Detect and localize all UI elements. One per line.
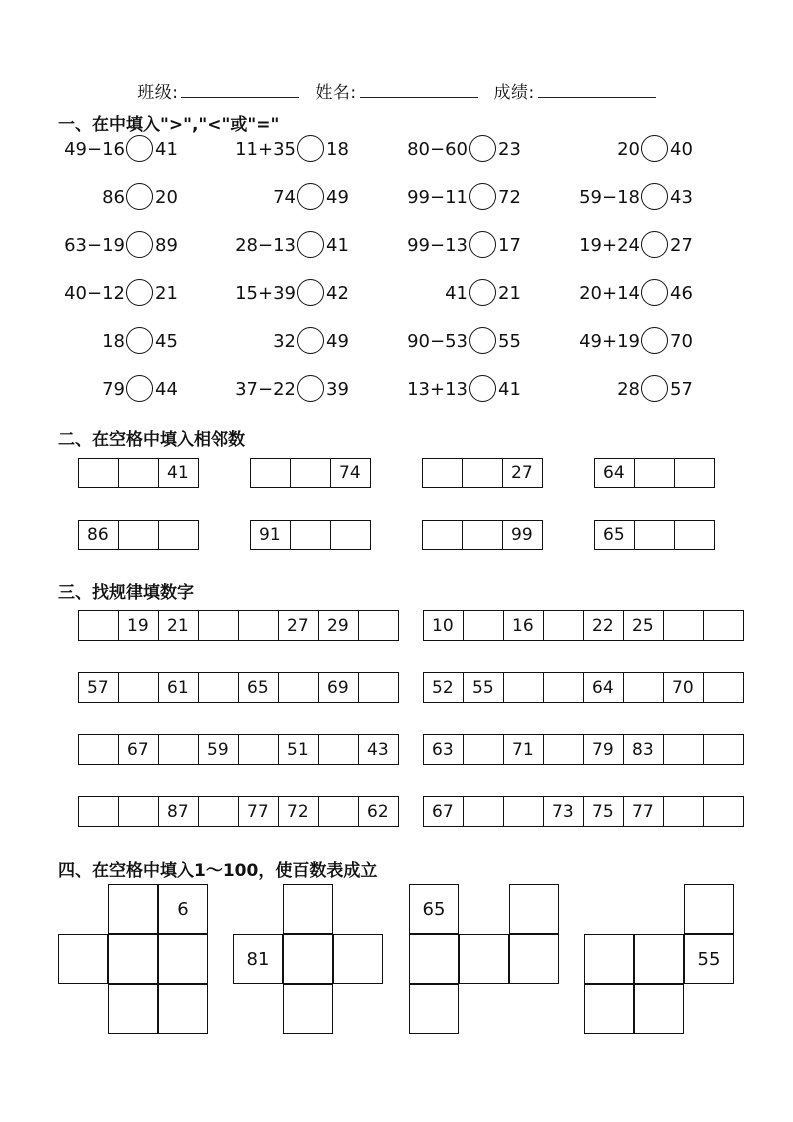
compare-circle[interactable] <box>641 375 668 402</box>
compare-left: 13+13 <box>407 379 468 400</box>
compare-left: 99−13 <box>407 235 468 256</box>
compare-left: 20+14 <box>579 283 640 304</box>
compare-left: 80−60 <box>407 139 468 160</box>
compare-right: 72 <box>498 187 521 208</box>
answer-cell[interactable] <box>503 672 544 703</box>
score-blank[interactable] <box>538 83 656 98</box>
compare-left: 15+39 <box>235 283 296 304</box>
pattern-row <box>423 610 744 641</box>
grid-cell[interactable] <box>58 934 108 984</box>
pattern-row <box>423 796 744 827</box>
compare-item <box>0 183 793 213</box>
compare-item <box>0 279 793 309</box>
compare-circle[interactable] <box>641 231 668 258</box>
score-field: 成绩: <box>494 78 656 103</box>
compare-left: 28 <box>617 379 640 400</box>
answer-cell[interactable] <box>198 610 239 641</box>
section1-title: 一、在中填入">","<"或"=" <box>58 115 280 135</box>
compare-left: 86 <box>102 187 125 208</box>
given-number: 59 <box>198 734 239 765</box>
answer-cell[interactable] <box>674 520 715 550</box>
given-number: 77 <box>623 796 664 827</box>
given-number: 64 <box>583 672 624 703</box>
grid-cell[interactable] <box>283 984 333 1034</box>
given-number: 77 <box>238 796 279 827</box>
given-number: 73 <box>543 796 584 827</box>
compare-right: 44 <box>155 379 178 400</box>
answer-cell[interactable] <box>118 672 159 703</box>
neighbor-group <box>594 520 715 550</box>
compare-right: 17 <box>498 235 521 256</box>
answer-cell[interactable] <box>634 458 675 488</box>
answer-cell[interactable] <box>358 610 399 641</box>
given-number: 65 <box>238 672 279 703</box>
compare-left: 37−22 <box>235 379 296 400</box>
given-number: 65 <box>594 520 635 550</box>
compare-right: 49 <box>326 331 349 352</box>
given-number: 74 <box>330 458 371 488</box>
compare-left: 11+35 <box>235 139 296 160</box>
given-number: 57 <box>78 672 119 703</box>
compare-item <box>0 231 793 261</box>
compare-left: 79 <box>102 379 125 400</box>
given-number: 99 <box>502 520 543 550</box>
answer-cell[interactable] <box>543 734 584 765</box>
answer-cell[interactable] <box>623 672 664 703</box>
grid-cell[interactable] <box>158 984 208 1034</box>
given-number: 67 <box>118 734 159 765</box>
compare-circle[interactable] <box>641 327 668 354</box>
neighbor-group <box>250 458 371 488</box>
compare-right: 41 <box>498 379 521 400</box>
pattern-row <box>78 672 399 703</box>
given-number: 10 <box>423 610 464 641</box>
compare-right: 46 <box>670 283 693 304</box>
answer-cell[interactable] <box>198 672 239 703</box>
compare-right: 39 <box>326 379 349 400</box>
grid-cell-given: 55 <box>684 934 734 984</box>
compare-right: 21 <box>498 283 521 304</box>
compare-left: 74 <box>273 187 296 208</box>
given-number: 16 <box>503 610 544 641</box>
grid-cell[interactable] <box>108 934 158 984</box>
given-number: 27 <box>502 458 543 488</box>
grid-cell[interactable] <box>108 984 158 1034</box>
grid-cell[interactable] <box>634 934 684 984</box>
given-number: 86 <box>78 520 119 550</box>
answer-cell[interactable] <box>422 520 463 550</box>
compare-circle[interactable] <box>641 135 668 162</box>
pattern-row <box>423 734 744 765</box>
answer-cell[interactable] <box>318 734 359 765</box>
compare-item <box>0 375 793 405</box>
grid-cell[interactable] <box>459 934 509 984</box>
grid-cell[interactable] <box>283 884 333 934</box>
answer-cell[interactable] <box>703 672 744 703</box>
answer-cell[interactable] <box>462 458 503 488</box>
answer-cell[interactable] <box>78 734 119 765</box>
compare-right: 21 <box>155 283 178 304</box>
answer-cell[interactable] <box>78 796 119 827</box>
given-number: 41 <box>158 458 199 488</box>
section3-title: 三、找规律填数字 <box>58 583 194 603</box>
answer-cell[interactable] <box>158 520 199 550</box>
given-number: 27 <box>278 610 319 641</box>
answer-cell[interactable] <box>503 796 544 827</box>
answer-cell[interactable] <box>422 458 463 488</box>
compare-left: 32 <box>273 331 296 352</box>
given-number: 69 <box>318 672 359 703</box>
grid-cell-given: 65 <box>409 884 459 934</box>
answer-cell[interactable] <box>463 796 504 827</box>
compare-right: 43 <box>670 187 693 208</box>
compare-right: 23 <box>498 139 521 160</box>
given-number: 83 <box>623 734 664 765</box>
given-number: 25 <box>623 610 664 641</box>
given-number: 51 <box>278 734 319 765</box>
compare-left: 49−16 <box>64 139 125 160</box>
given-number: 91 <box>250 520 291 550</box>
compare-right: 40 <box>670 139 693 160</box>
compare-right: 70 <box>670 331 693 352</box>
answer-cell[interactable] <box>250 458 291 488</box>
compare-right: 57 <box>670 379 693 400</box>
given-number: 87 <box>158 796 199 827</box>
grid-cell[interactable] <box>158 934 208 984</box>
answer-cell[interactable] <box>634 520 675 550</box>
answer-cell[interactable] <box>158 734 199 765</box>
compare-left: 99−11 <box>407 187 468 208</box>
given-number: 19 <box>118 610 159 641</box>
neighbor-group <box>422 520 543 550</box>
grid-cell-given: 6 <box>158 884 208 934</box>
compare-right: 55 <box>498 331 521 352</box>
neighbor-group <box>422 458 543 488</box>
grid-cell[interactable] <box>634 984 684 1034</box>
answer-cell[interactable] <box>318 796 359 827</box>
pattern-row <box>78 734 399 765</box>
given-number: 29 <box>318 610 359 641</box>
answer-cell[interactable] <box>290 520 331 550</box>
grid-cell[interactable] <box>684 884 734 934</box>
compare-left: 19+24 <box>579 235 640 256</box>
pattern-row <box>423 672 744 703</box>
answer-cell[interactable] <box>703 610 744 641</box>
answer-cell[interactable] <box>118 458 159 488</box>
grid-cell-given: 81 <box>233 934 283 984</box>
given-number: 55 <box>463 672 504 703</box>
pattern-row <box>78 796 399 827</box>
compare-right: 41 <box>155 139 178 160</box>
compare-left: 18 <box>102 331 125 352</box>
compare-right: 45 <box>155 331 178 352</box>
answer-cell[interactable] <box>78 610 119 641</box>
answer-cell[interactable] <box>463 734 504 765</box>
answer-cell[interactable] <box>703 796 744 827</box>
given-number: 61 <box>158 672 199 703</box>
answer-cell[interactable] <box>198 796 239 827</box>
compare-right: 18 <box>326 139 349 160</box>
answer-cell[interactable] <box>118 796 159 827</box>
answer-cell[interactable] <box>663 610 704 641</box>
given-number: 70 <box>663 672 704 703</box>
name-field: 姓名: <box>315 78 477 103</box>
given-number: 72 <box>278 796 319 827</box>
given-number: 43 <box>358 734 399 765</box>
compare-right: 42 <box>326 283 349 304</box>
compare-right: 49 <box>326 187 349 208</box>
grid-cell[interactable] <box>409 934 459 984</box>
given-number: 71 <box>503 734 544 765</box>
compare-circle[interactable] <box>641 279 668 306</box>
grid-cell[interactable] <box>584 984 634 1034</box>
compare-item <box>0 327 793 357</box>
given-number: 52 <box>423 672 464 703</box>
grid-cell[interactable] <box>584 934 634 984</box>
section4-title: 四、在空格中填入1～100，使百数表成立 <box>58 861 378 881</box>
compare-right: 41 <box>326 235 349 256</box>
grid-cell[interactable] <box>509 934 559 984</box>
grid-cell[interactable] <box>333 934 383 984</box>
answer-cell[interactable] <box>78 458 119 488</box>
compare-left: 28−13 <box>235 235 296 256</box>
answer-cell[interactable] <box>543 610 584 641</box>
grid-cell[interactable] <box>509 884 559 934</box>
compare-left: 40−12 <box>64 283 125 304</box>
given-number: 75 <box>583 796 624 827</box>
answer-cell[interactable] <box>330 520 371 550</box>
class-blank[interactable] <box>181 83 299 98</box>
name-blank[interactable] <box>360 83 478 98</box>
answer-cell[interactable] <box>463 610 504 641</box>
neighbor-group <box>78 520 199 550</box>
answer-cell[interactable] <box>674 458 715 488</box>
answer-cell[interactable] <box>238 734 279 765</box>
compare-left: 90−53 <box>407 331 468 352</box>
class-field: 班级: <box>137 78 299 103</box>
answer-cell[interactable] <box>663 796 704 827</box>
compare-right: 89 <box>155 235 178 256</box>
neighbor-group <box>78 458 199 488</box>
given-number: 79 <box>583 734 624 765</box>
answer-cell[interactable] <box>663 734 704 765</box>
pattern-row <box>78 610 399 641</box>
given-number: 63 <box>423 734 464 765</box>
neighbor-group <box>594 458 715 488</box>
compare-left: 49+19 <box>579 331 640 352</box>
given-number: 64 <box>594 458 635 488</box>
given-number: 22 <box>583 610 624 641</box>
compare-circle[interactable] <box>641 183 668 210</box>
neighbor-group <box>250 520 371 550</box>
answer-cell[interactable] <box>462 520 503 550</box>
answer-cell[interactable] <box>278 672 319 703</box>
given-number: 21 <box>158 610 199 641</box>
compare-left: 20 <box>617 139 640 160</box>
answer-cell[interactable] <box>358 672 399 703</box>
answer-cell[interactable] <box>703 734 744 765</box>
given-number: 62 <box>358 796 399 827</box>
grid-cell[interactable] <box>108 884 158 934</box>
grid-cell[interactable] <box>283 934 333 984</box>
grid-cell[interactable] <box>409 984 459 1034</box>
answer-cell[interactable] <box>238 610 279 641</box>
compare-left: 63−19 <box>64 235 125 256</box>
compare-left: 41 <box>445 283 468 304</box>
compare-item <box>0 135 793 165</box>
header <box>0 78 793 103</box>
answer-cell[interactable] <box>290 458 331 488</box>
answer-cell[interactable] <box>543 672 584 703</box>
section2-title: 二、在空格中填入相邻数 <box>58 430 245 450</box>
answer-cell[interactable] <box>118 520 159 550</box>
compare-left: 59−18 <box>579 187 640 208</box>
compare-right: 20 <box>155 187 178 208</box>
given-number: 67 <box>423 796 464 827</box>
compare-right: 27 <box>670 235 693 256</box>
